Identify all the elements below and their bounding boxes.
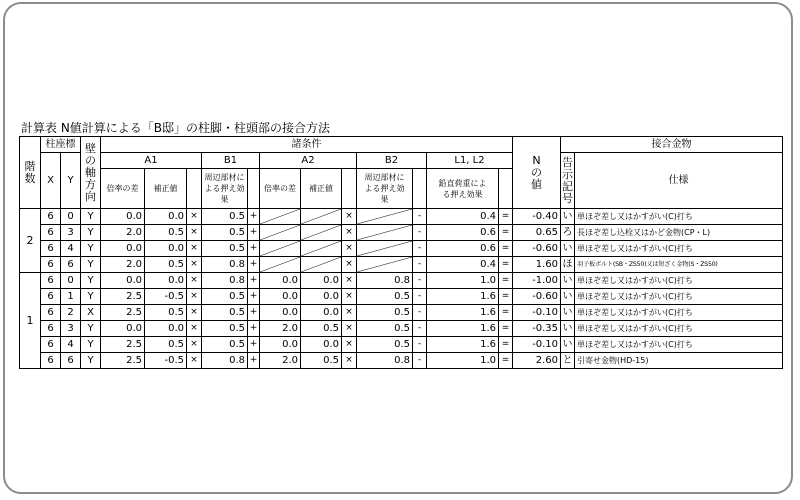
cell-x: 6 — [41, 337, 61, 353]
header-conditions: 諸条件 — [101, 137, 513, 153]
cell-l1l2: 1.6 — [427, 321, 499, 337]
cell-op-multiply: × — [342, 209, 357, 225]
cell-op-multiply: × — [187, 321, 202, 337]
cell-op-minus: - — [413, 257, 427, 273]
cell-op-multiply: × — [342, 257, 357, 273]
cell-a1-rate-diff: 2.5 — [101, 353, 145, 369]
cell-axis: Y — [81, 209, 101, 225]
cell-op-plus: + — [248, 257, 260, 273]
diagonal-slash — [357, 257, 412, 272]
cell-op-multiply: × — [342, 353, 357, 369]
cell-b1: 0.8 — [202, 273, 248, 289]
cell-y: 2 — [61, 305, 81, 321]
cell-op-multiply: × — [187, 241, 202, 257]
header-l-op — [499, 169, 513, 209]
cell-op-multiply: × — [342, 305, 357, 321]
cell-notice-code: と — [561, 353, 575, 369]
cell-b1: 0.5 — [202, 337, 248, 353]
cell-a1-correction: 0.0 — [145, 321, 187, 337]
table-row — [20, 305, 783, 321]
cell-l1l2: 1.0 — [427, 273, 499, 289]
header-y: Y — [61, 153, 81, 209]
header-hardware: 接合金物 — [561, 137, 783, 153]
cell-a2-rate-diff: 0.0 — [260, 337, 301, 353]
cell-axis: Y — [81, 257, 101, 273]
cell-a2-correction: 0.0 — [301, 289, 342, 305]
header-l-effect: 鉛直荷重による押え効果 — [427, 169, 499, 209]
cell-op-multiply: × — [342, 321, 357, 337]
cell-y: 1 — [61, 289, 81, 305]
cell-b2 — [357, 225, 413, 241]
header-a1-op — [187, 169, 202, 209]
diagonal-slash — [301, 209, 341, 224]
cell-op-multiply: × — [187, 209, 202, 225]
cell-a1-correction: -0.5 — [145, 289, 187, 305]
cell-b1: 0.5 — [202, 305, 248, 321]
cell-a1-rate-diff: 0.0 — [101, 273, 145, 289]
header-a2-correction: 補正値 — [301, 169, 342, 209]
table-row — [20, 289, 783, 305]
cell-op-equals: = — [499, 337, 513, 353]
cell-x: 6 — [41, 321, 61, 337]
cell-l1l2: 1.6 — [427, 289, 499, 305]
cell-l1l2: 1.6 — [427, 305, 499, 321]
cell-op-equals: = — [499, 353, 513, 369]
table-row — [20, 321, 783, 337]
cell-a1-rate-diff: 2.0 — [101, 257, 145, 273]
cell-spec: 単ほぞ差し又はかすがい(C)打ち — [575, 337, 783, 353]
header-a1-correction: 補正値 — [145, 169, 187, 209]
cell-op-plus: + — [248, 225, 260, 241]
cell-b1: 0.8 — [202, 257, 248, 273]
cell-b2: 0.5 — [357, 289, 413, 305]
header-a2-rate-diff: 倍率の差 — [260, 169, 301, 209]
cell-b2 — [357, 241, 413, 257]
cell-y: 6 — [61, 257, 81, 273]
cell-spec: 単ほぞ差し又はかすがい(C)打ち — [575, 289, 783, 305]
cell-n-value: 2.60 — [513, 353, 561, 369]
cell-op-multiply: × — [187, 273, 202, 289]
cell-op-equals: = — [499, 241, 513, 257]
cell-op-multiply: × — [187, 225, 202, 241]
cell-op-minus: - — [413, 241, 427, 257]
header-l1l2: L1, L2 — [427, 153, 513, 169]
cell-a2-correction — [301, 257, 342, 273]
cell-x: 6 — [41, 353, 61, 369]
cell-b2 — [357, 257, 413, 273]
cell-notice-code: い — [561, 289, 575, 305]
cell-b2: 0.8 — [357, 353, 413, 369]
cell-a2-correction — [301, 241, 342, 257]
cell-op-plus: + — [248, 353, 260, 369]
cell-a1-rate-diff: 0.0 — [101, 321, 145, 337]
header-floor: 階数 — [20, 137, 41, 209]
diagonal-slash — [301, 241, 341, 256]
cell-b2: 0.5 — [357, 337, 413, 353]
header-coord: 柱座標 — [41, 137, 81, 153]
cell-op-equals: = — [499, 225, 513, 241]
table-title: 計算表 N値計算による「B邸」の柱脚・柱頭部の接合方法 — [21, 121, 331, 135]
cell-op-plus: + — [248, 273, 260, 289]
cell-notice-code: ろ — [561, 225, 575, 241]
cell-op-plus: + — [248, 209, 260, 225]
cell-spec: 単ほぞ差し又はかすがい(C)打ち — [575, 321, 783, 337]
cell-a2-rate-diff: 2.0 — [260, 353, 301, 369]
cell-op-minus: - — [413, 337, 427, 353]
cell-n-value: -0.10 — [513, 337, 561, 353]
header-b2: B2 — [357, 153, 427, 169]
table-row — [20, 353, 783, 369]
cell-x: 6 — [41, 273, 61, 289]
cell-notice-code: い — [561, 209, 575, 225]
cell-op-multiply: × — [342, 225, 357, 241]
cell-spec: 単ほぞ差し又はかすがい(C)打ち — [575, 241, 783, 257]
cell-x: 6 — [41, 305, 61, 321]
cell-y: 4 — [61, 337, 81, 353]
cell-x: 6 — [41, 209, 61, 225]
cell-b1: 0.5 — [202, 225, 248, 241]
cell-op-equals: = — [499, 321, 513, 337]
cell-n-value: -0.60 — [513, 289, 561, 305]
cell-y: 3 — [61, 321, 81, 337]
cell-axis: X — [81, 305, 101, 321]
cell-a2-rate-diff — [260, 209, 301, 225]
cell-op-minus: - — [413, 353, 427, 369]
cell-op-equals: = — [499, 305, 513, 321]
header-b1-op — [248, 169, 260, 209]
cell-spec: 単ほぞ差し又はかすがい(C)打ち — [575, 305, 783, 321]
diagonal-slash — [301, 225, 341, 240]
cell-axis: Y — [81, 289, 101, 305]
cell-a1-rate-diff: 0.0 — [101, 209, 145, 225]
header-spec: 仕様 — [575, 153, 783, 209]
cell-op-plus: + — [248, 337, 260, 353]
diagonal-slash — [357, 241, 412, 256]
cell-notice-code: い — [561, 273, 575, 289]
cell-a2-rate-diff — [260, 257, 301, 273]
cell-axis: Y — [81, 353, 101, 369]
floor-cell: 1 — [20, 273, 41, 369]
diagonal-slash — [260, 241, 300, 256]
cell-op-equals: = — [499, 273, 513, 289]
cell-a1-rate-diff: 2.5 — [101, 289, 145, 305]
cell-spec: 単ほぞ差し又はかすがい(C)打ち — [575, 209, 783, 225]
cell-op-multiply: × — [187, 353, 202, 369]
header-a2: A2 — [260, 153, 357, 169]
cell-op-plus: + — [248, 305, 260, 321]
cell-a1-correction: 0.5 — [145, 257, 187, 273]
cell-b2: 0.5 — [357, 321, 413, 337]
cell-a1-rate-diff: 0.0 — [101, 241, 145, 257]
cell-x: 6 — [41, 225, 61, 241]
cell-a1-rate-diff: 2.5 — [101, 337, 145, 353]
cell-b2 — [357, 209, 413, 225]
header-a1: A1 — [101, 153, 202, 169]
diagonal-slash — [357, 225, 412, 240]
cell-a1-rate-diff: 2.5 — [101, 305, 145, 321]
header-b2-effect: 周辺部材による押え効果 — [357, 169, 413, 209]
cell-b2: 0.5 — [357, 305, 413, 321]
table-row — [20, 241, 783, 257]
cell-spec: 羽子板ボルト(SB・ZS50)又は短ざく金物(S・ZS50) — [575, 257, 783, 273]
cell-y: 3 — [61, 225, 81, 241]
cell-notice-code: い — [561, 241, 575, 257]
n-value-calc-table — [19, 136, 783, 369]
diagonal-slash — [260, 209, 300, 224]
cell-a2-rate-diff: 0.0 — [260, 273, 301, 289]
cell-x: 6 — [41, 257, 61, 273]
cell-a2-rate-diff: 0.0 — [260, 305, 301, 321]
cell-notice-code: い — [561, 337, 575, 353]
header-x: X — [41, 153, 61, 209]
header-a1-rate-diff: 倍率の差 — [101, 169, 145, 209]
cell-b1: 0.8 — [202, 353, 248, 369]
cell-a1-correction: 0.5 — [145, 337, 187, 353]
cell-spec: 長ほぞ差し込栓又はかど金物(CP・L) — [575, 225, 783, 241]
cell-a2-correction — [301, 225, 342, 241]
cell-l1l2: 1.6 — [427, 337, 499, 353]
cell-a2-correction: 0.5 — [301, 321, 342, 337]
cell-op-minus: - — [413, 305, 427, 321]
cell-op-multiply: × — [187, 337, 202, 353]
cell-l1l2: 0.4 — [427, 257, 499, 273]
cell-op-multiply: × — [187, 305, 202, 321]
cell-a2-correction: 0.0 — [301, 305, 342, 321]
cell-b1: 0.5 — [202, 241, 248, 257]
cell-axis: Y — [81, 337, 101, 353]
cell-op-minus: - — [413, 225, 427, 241]
cell-spec: 引寄せ金物(HD-15) — [575, 353, 783, 369]
cell-axis: Y — [81, 273, 101, 289]
header-b1-effect: 周辺部材による押え効果 — [202, 169, 248, 209]
cell-y: 6 — [61, 353, 81, 369]
cell-a2-correction — [301, 209, 342, 225]
cell-b1: 0.5 — [202, 321, 248, 337]
header-wall-axis: 壁の軸方向 — [81, 137, 101, 209]
cell-op-multiply: × — [342, 241, 357, 257]
cell-op-minus: - — [413, 321, 427, 337]
cell-x: 6 — [41, 289, 61, 305]
cell-op-multiply: × — [342, 273, 357, 289]
cell-axis: Y — [81, 241, 101, 257]
cell-notice-code: い — [561, 321, 575, 337]
cell-op-plus: + — [248, 241, 260, 257]
cell-a1-correction: 0.5 — [145, 305, 187, 321]
header-b1: B1 — [202, 153, 260, 169]
cell-op-equals: = — [499, 257, 513, 273]
cell-notice-code: ほ — [561, 257, 575, 273]
header-notice-code: 告示記号 — [561, 153, 575, 209]
floor-cell: 2 — [20, 209, 41, 273]
header-n-value: Nの値 — [513, 137, 561, 209]
cell-b1: 0.5 — [202, 289, 248, 305]
cell-l1l2: 0.6 — [427, 225, 499, 241]
cell-a1-correction: 0.0 — [145, 209, 187, 225]
cell-n-value: -0.10 — [513, 305, 561, 321]
cell-a1-correction: 0.0 — [145, 241, 187, 257]
cell-a2-rate-diff: 2.0 — [260, 321, 301, 337]
cell-spec: 単ほぞ差し又はかすがい(C)打ち — [575, 273, 783, 289]
cell-n-value: -1.00 — [513, 273, 561, 289]
table-row — [20, 225, 783, 241]
table-row — [20, 209, 783, 225]
cell-n-value: -0.35 — [513, 321, 561, 337]
header-a2-op — [342, 169, 357, 209]
cell-a2-correction: 0.0 — [301, 337, 342, 353]
cell-n-value: 0.65 — [513, 225, 561, 241]
cell-axis: Y — [81, 225, 101, 241]
table-row — [20, 273, 783, 289]
cell-op-equals: = — [499, 209, 513, 225]
cell-notice-code: い — [561, 305, 575, 321]
cell-axis: Y — [81, 321, 101, 337]
cell-a2-correction: 0.0 — [301, 273, 342, 289]
cell-op-minus: - — [413, 273, 427, 289]
cell-n-value: -0.40 — [513, 209, 561, 225]
diagonal-slash — [357, 209, 412, 224]
cell-op-plus: + — [248, 321, 260, 337]
cell-y: 0 — [61, 209, 81, 225]
cell-op-plus: + — [248, 289, 260, 305]
cell-op-multiply: × — [342, 289, 357, 305]
cell-a1-correction: -0.5 — [145, 353, 187, 369]
cell-op-minus: - — [413, 209, 427, 225]
table-row — [20, 257, 783, 273]
cell-a2-rate-diff — [260, 241, 301, 257]
diagonal-slash — [260, 257, 300, 272]
cell-y: 4 — [61, 241, 81, 257]
cell-y: 0 — [61, 273, 81, 289]
cell-op-minus: - — [413, 289, 427, 305]
cell-a1-correction: 0.0 — [145, 273, 187, 289]
cell-l1l2: 0.4 — [427, 209, 499, 225]
cell-l1l2: 1.0 — [427, 353, 499, 369]
cell-op-equals: = — [499, 289, 513, 305]
cell-op-multiply: × — [342, 337, 357, 353]
cell-x: 6 — [41, 241, 61, 257]
cell-a2-rate-diff: 0.0 — [260, 289, 301, 305]
cell-a2-correction: 0.5 — [301, 353, 342, 369]
cell-n-value: -0.60 — [513, 241, 561, 257]
cell-b2: 0.8 — [357, 273, 413, 289]
cell-a2-rate-diff — [260, 225, 301, 241]
cell-l1l2: 0.6 — [427, 241, 499, 257]
diagonal-slash — [260, 225, 300, 240]
cell-n-value: 1.60 — [513, 257, 561, 273]
diagonal-slash — [301, 257, 341, 272]
table-row — [20, 337, 783, 353]
cell-a1-correction: 0.5 — [145, 225, 187, 241]
cell-a1-rate-diff: 2.0 — [101, 225, 145, 241]
cell-op-multiply: × — [187, 257, 202, 273]
header-b2-op — [413, 169, 427, 209]
cell-b1: 0.5 — [202, 209, 248, 225]
cell-op-multiply: × — [187, 289, 202, 305]
